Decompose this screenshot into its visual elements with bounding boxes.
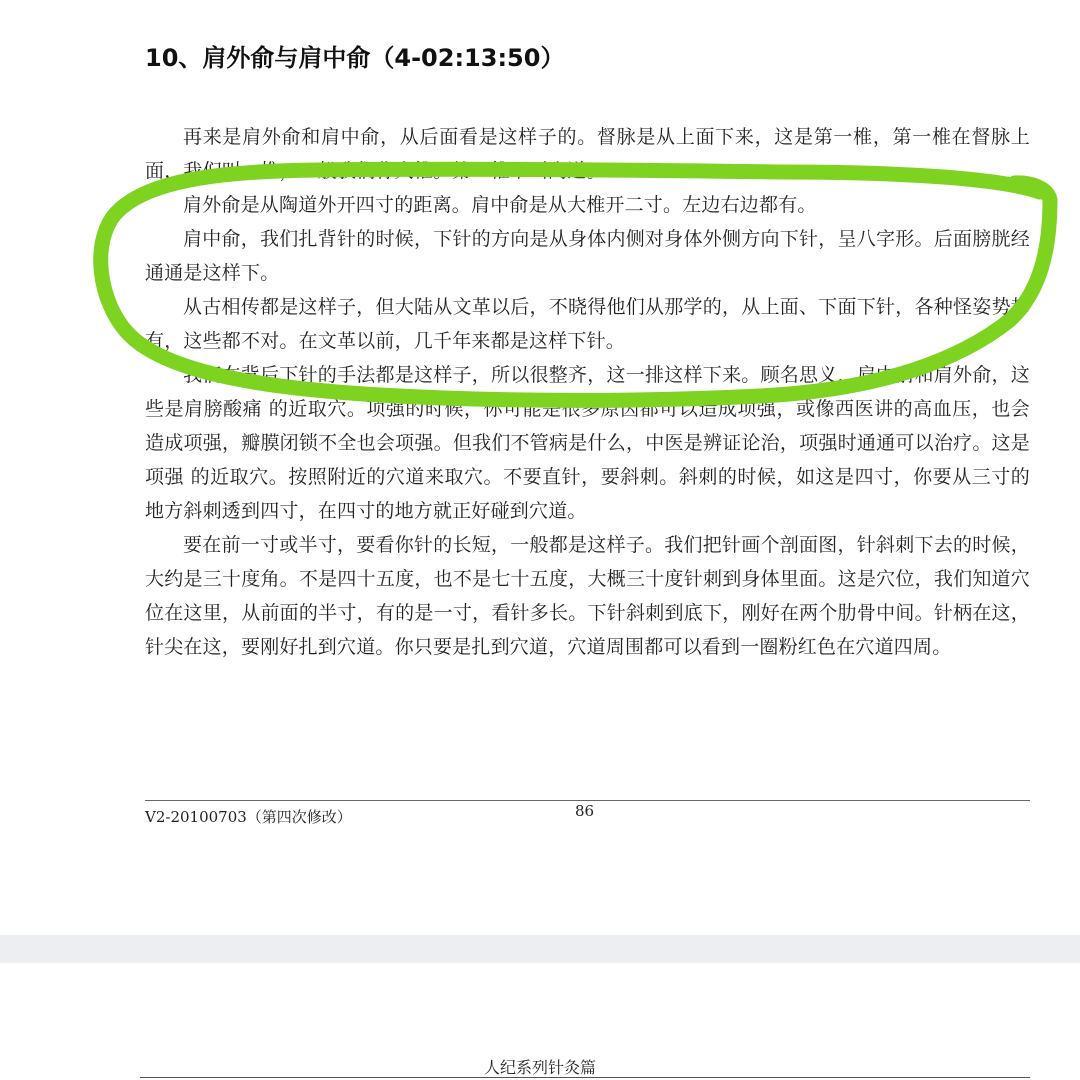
page-number: 86 bbox=[575, 802, 595, 820]
next-page-rule bbox=[140, 1077, 1030, 1078]
body-text bbox=[145, 120, 1030, 664]
paragraph: 再来是肩外俞和肩中俞，从后面看是这样子的。督脉是从上面下来，这是第一椎，第一椎在督脉上面，我们叫一椎，一般我们称大椎。第一椎下叫陶道。 bbox=[145, 126, 1030, 182]
paragraph: 我们在背后下针的手法都是这样子，所以很整齐，这一排这样下来。顾名思义，肩中俞和肩外俞，这些是肩膀酸痛 的近取穴。项强的时候，你可能是很多原因都可以造成项强，或像西医讲的高血压，也会造成项强，瓣膜闭锁不全也会项强。但我们不管病是什么，中医是辨证论治，项强时通通可以治疗。这是项强 的近取穴。按照附近的穴道来取穴。不要直针，要斜刺。斜刺的时候，如这是四寸，你要从三寸的地方斜刺透到四寸，在四寸的地方就正好碰到穴道。 bbox=[145, 364, 1030, 522]
page-gap bbox=[0, 935, 1080, 963]
paragraph: 从古相传都是这样子，但大陆从文革以后，不晓得他们从那学的，从上面、下面下针，各种怪姿势都有，这些都不对。在文革以前，几千年来都是这样下针。 bbox=[145, 296, 1030, 352]
section-title: 10、肩外俞与肩中俞（4-02:13:50） bbox=[145, 44, 565, 72]
footer-rule bbox=[145, 800, 1030, 801]
next-page-header: 人纪系列针灸篇 bbox=[483, 1058, 596, 1077]
paragraph: 肩外俞是从陶道外开四寸的距离。肩中俞是从大椎开二寸。左边右边都有。 bbox=[183, 194, 817, 216]
paragraph: 肩中俞，我们扎背针的时候，下针的方向是从身体内侧对身体外侧方向下针，呈八字形。后面膀胱经通通是这样下。 bbox=[145, 228, 1030, 284]
footer-version: V2-20100703（第四次修改） bbox=[145, 808, 352, 826]
paragraph: 要在前一寸或半寸，要看你针的长短，一般都是这样子。我们把针画个剖面图，针斜刺下去的时候，大约是三十度角。不是四十五度，也不是七十五度，大概三十度针刺到身体里面。这是穴位，我们知道穴位在这里，从前面的半寸，有的是一寸，看针多长。下针斜刺到底下，刚好在两个肋骨中间。针柄在这，针尖在这，要刚好扎到穴道。你只要是扎到穴道，穴道周围都可以看到一圈粉红色在穴道四周。 bbox=[145, 534, 1030, 658]
